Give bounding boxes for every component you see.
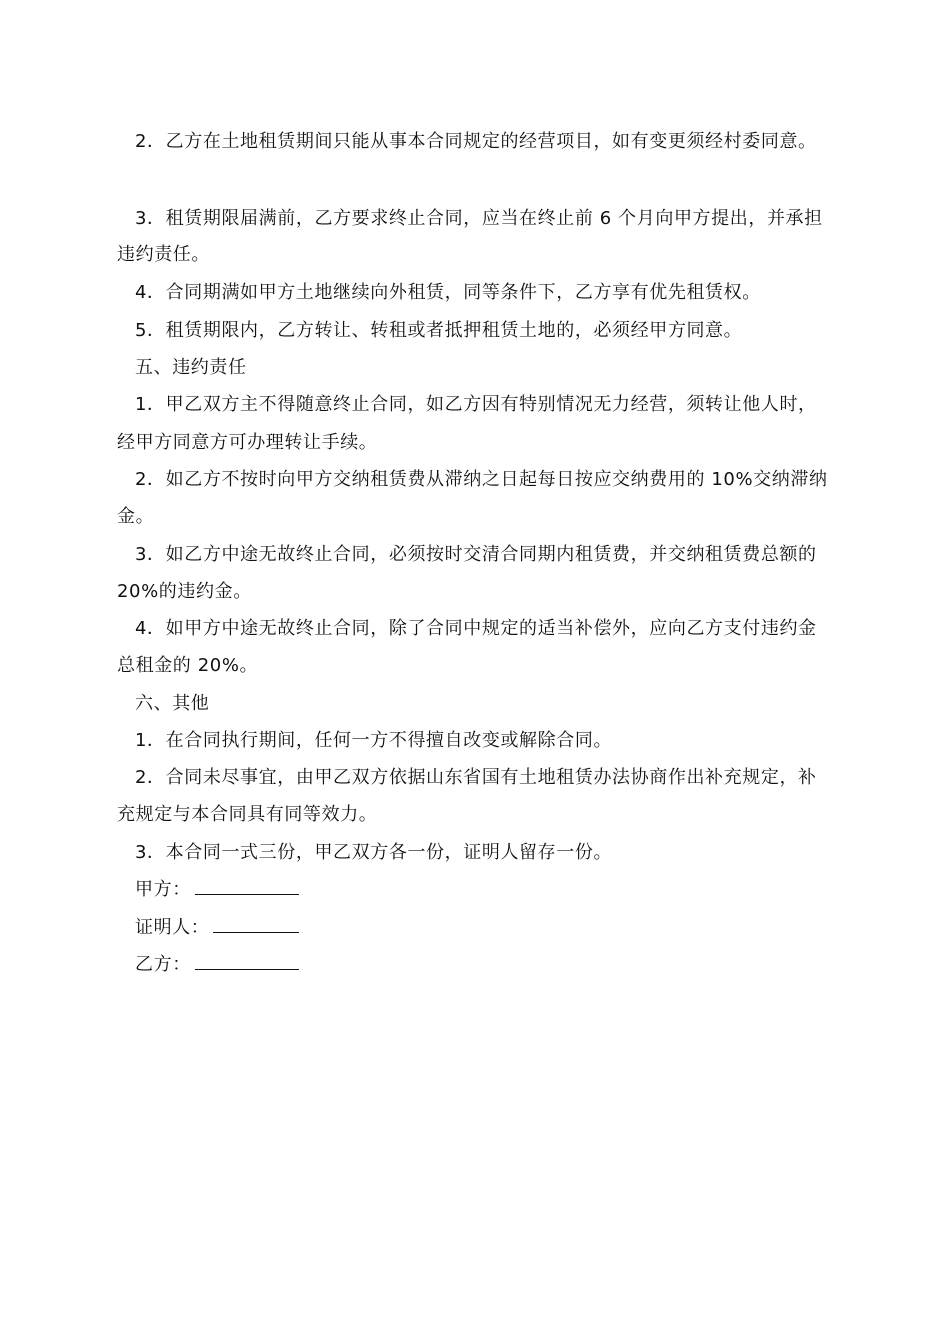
- clause-4-2: 2．乙方在土地租赁期间只能从事本合同规定的经营项目，如有变更须经村委同意。: [135, 131, 817, 152]
- clause-5-2-cont: 金。: [117, 506, 155, 527]
- clause-4-3-cont: 违约责任。: [117, 244, 210, 265]
- clause-5-2: 2．如乙方不按时向甲方交纳租赁费从滞纳之日起每日按应交纳费用的 10%交纳滞纳: [135, 469, 828, 490]
- signature-party-a: [135, 875, 299, 901]
- clause-5-4-cont: 总租金的 20%。: [117, 655, 259, 676]
- clause-5-3-cont: 20%的违约金。: [117, 581, 252, 602]
- party-a-label: 甲方：: [135, 879, 191, 900]
- clause-6-2-cont: 充规定与本合同具有同等效力。: [117, 804, 378, 825]
- party-a-signature-line: [195, 876, 299, 895]
- clause-6-2: 2．合同未尽事宜，由甲乙双方依据山东省国有土地租赁办法协商作出补充规定，补: [135, 767, 817, 788]
- section-6-heading: 六、其他: [135, 693, 210, 714]
- signature-witness: [135, 913, 299, 939]
- signature-party-b: [135, 950, 299, 976]
- clause-5-1-cont: 经甲方同意方可办理转让手续。: [117, 432, 378, 453]
- section-5-heading: 五、违约责任: [135, 357, 247, 378]
- clause-5-4: 4．如甲方中途无故终止合同，除了合同中规定的适当补偿外，应向乙方支付违约金: [135, 618, 817, 639]
- clause-5-1: 1．甲乙双方主不得随意终止合同，如乙方因有特别情况无力经营，须转让他人时，: [135, 394, 817, 415]
- clause-4-4: 4．合同期满如甲方土地继续向外租赁，同等条件下，乙方享有优先租赁权。: [135, 282, 761, 303]
- clause-5-3: 3．如乙方中途无故终止合同，必须按时交清合同期内租赁费，并交纳租赁费总额的: [135, 544, 817, 565]
- party-b-signature-line: [195, 951, 299, 970]
- party-b-label: 乙方：: [135, 954, 191, 975]
- clause-6-3: 3．本合同一式三份，甲乙双方各一份，证明人留存一份。: [135, 842, 613, 863]
- witness-signature-line: [213, 914, 299, 933]
- witness-label: 证明人：: [135, 917, 210, 938]
- clause-6-1: 1．在合同执行期间，任何一方不得擅自改变或解除合同。: [135, 730, 613, 751]
- clause-4-3: 3．租赁期限届满前，乙方要求终止合同，应当在终止前 6 个月向甲方提出，并承担: [135, 208, 823, 229]
- clause-4-5: 5．租赁期限内，乙方转让、转租或者抵押租赁土地的，必须经甲方同意。: [135, 320, 743, 341]
